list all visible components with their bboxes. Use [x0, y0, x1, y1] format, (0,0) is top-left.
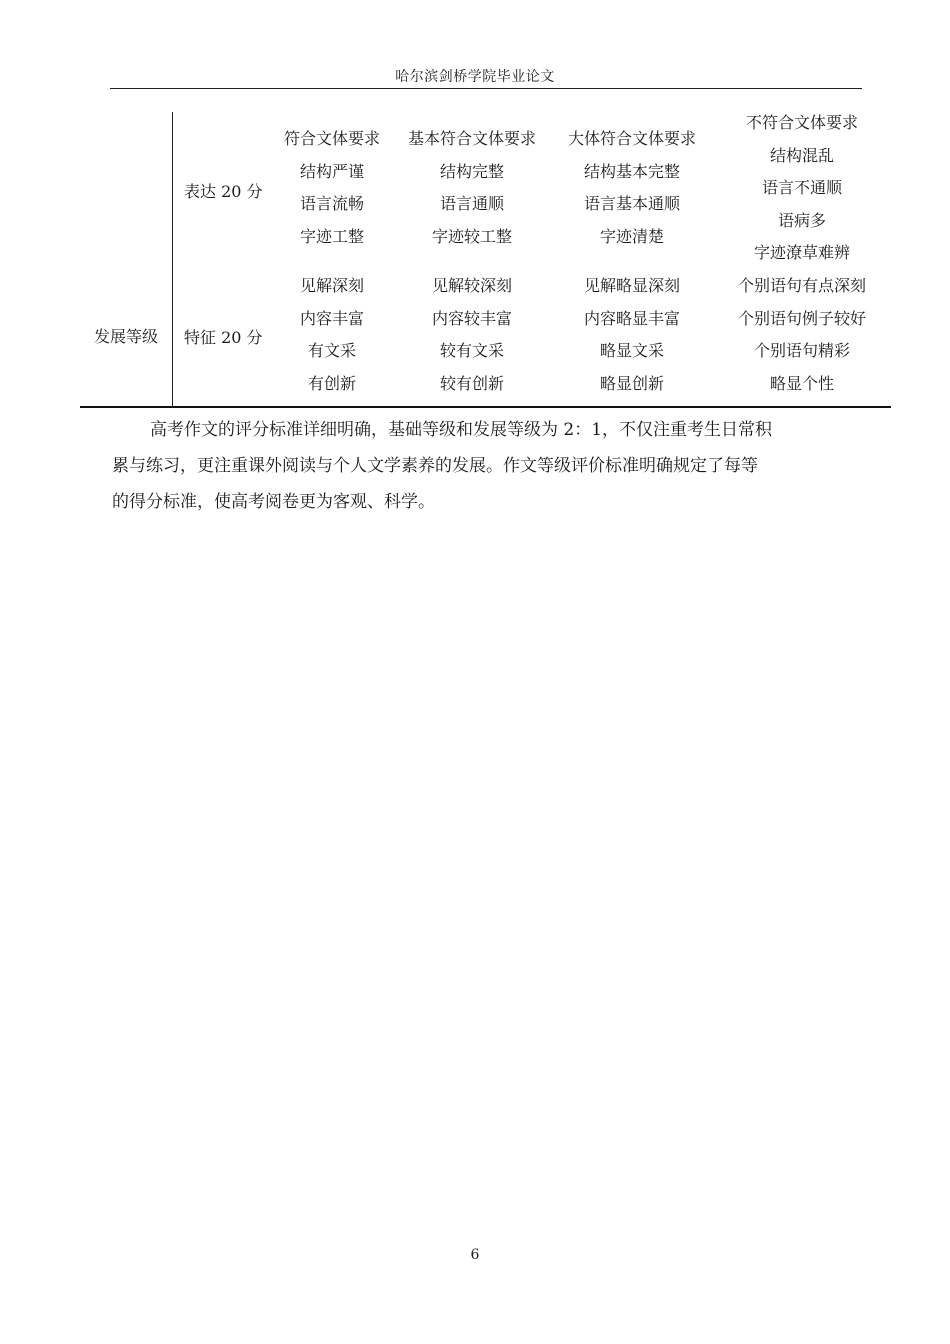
table-cell: 语言通顺 — [439, 194, 504, 213]
table-cell: 见解深刻 — [299, 276, 364, 295]
table-cell: 内容略显丰富 — [583, 308, 680, 328]
table-cell: 字迹较工整 — [431, 226, 512, 246]
paragraph-line — [112, 412, 872, 448]
table-cell: 个别语句精彩 — [753, 341, 850, 360]
table-cell: 个别语句例子较好 — [737, 308, 866, 328]
features-grade2-column — [397, 270, 547, 400]
table-cell: 符合文体要求 — [283, 129, 380, 148]
expression-grade3-column — [552, 123, 712, 253]
table-cell: 个别语句有点深刻 — [737, 276, 866, 295]
table-cell: 有创新 — [307, 373, 356, 393]
features-grade3-column — [552, 270, 712, 400]
features-grade1-column — [262, 270, 402, 400]
table-cell: 结构基本完整 — [583, 161, 680, 181]
table-cell: 见解较深刻 — [431, 276, 512, 295]
paragraph-line-text: 高考作文的评分标准详细明确，基础等级和发展等级为 2：1，不仅注重考生日常积 — [150, 420, 773, 440]
table-cell: 略显创新 — [599, 373, 664, 393]
table-cell: 内容丰富 — [299, 308, 364, 328]
table-cell: 较有创新 — [439, 373, 504, 393]
table-cell: 语言基本通顺 — [583, 194, 680, 213]
header-rule — [110, 88, 862, 89]
table-cell: 较有文采 — [439, 341, 504, 360]
table-cell: 结构严谨 — [299, 161, 364, 181]
table-vertical-rule — [172, 112, 173, 407]
expression-grade4-column — [722, 107, 882, 270]
table-cell: 结构混乱 — [769, 145, 834, 165]
table-cell: 语言流畅 — [299, 194, 364, 213]
table-cell: 语言不通顺 — [761, 178, 842, 197]
table-cell: 略显文采 — [599, 341, 664, 360]
table-cell: 字迹清楚 — [599, 226, 664, 246]
row-label-expression: 表达 20 分 — [184, 182, 263, 201]
paragraph-line: 的得分标准，使高考阅卷更为客观、科学。 — [112, 492, 435, 512]
table-bottom-rule — [80, 406, 891, 408]
page-header-title: 哈尔滨剑桥学院毕业论文 — [395, 69, 555, 85]
page-number: 6 — [470, 1247, 480, 1263]
expression-grade2-column — [397, 123, 547, 253]
table-cell: 不符合文体要求 — [745, 113, 858, 132]
table-cell: 略显个性 — [769, 373, 834, 393]
row-label-features: 特征 20 分 — [184, 328, 263, 347]
table-cell: 有文采 — [307, 341, 356, 360]
category-label: 发展等级 — [94, 327, 159, 346]
table-cell: 字迹工整 — [299, 226, 364, 246]
body-paragraph — [112, 412, 872, 520]
paragraph-line: 累与练习，更注重课外阅读与个人文学素养的发展。作文等级评价标准明确规定了每等 — [112, 456, 758, 476]
table-cell: 内容较丰富 — [431, 308, 512, 328]
expression-grade1-column — [262, 123, 402, 253]
table-cell: 大体符合文体要求 — [567, 129, 696, 148]
table-cell: 见解略显深刻 — [583, 276, 680, 295]
table-cell: 结构完整 — [439, 161, 504, 181]
table-cell: 语病多 — [777, 210, 826, 230]
features-grade4-column — [722, 270, 882, 400]
table-cell: 字迹潦草难辨 — [753, 243, 850, 262]
table-cell: 基本符合文体要求 — [407, 129, 536, 148]
